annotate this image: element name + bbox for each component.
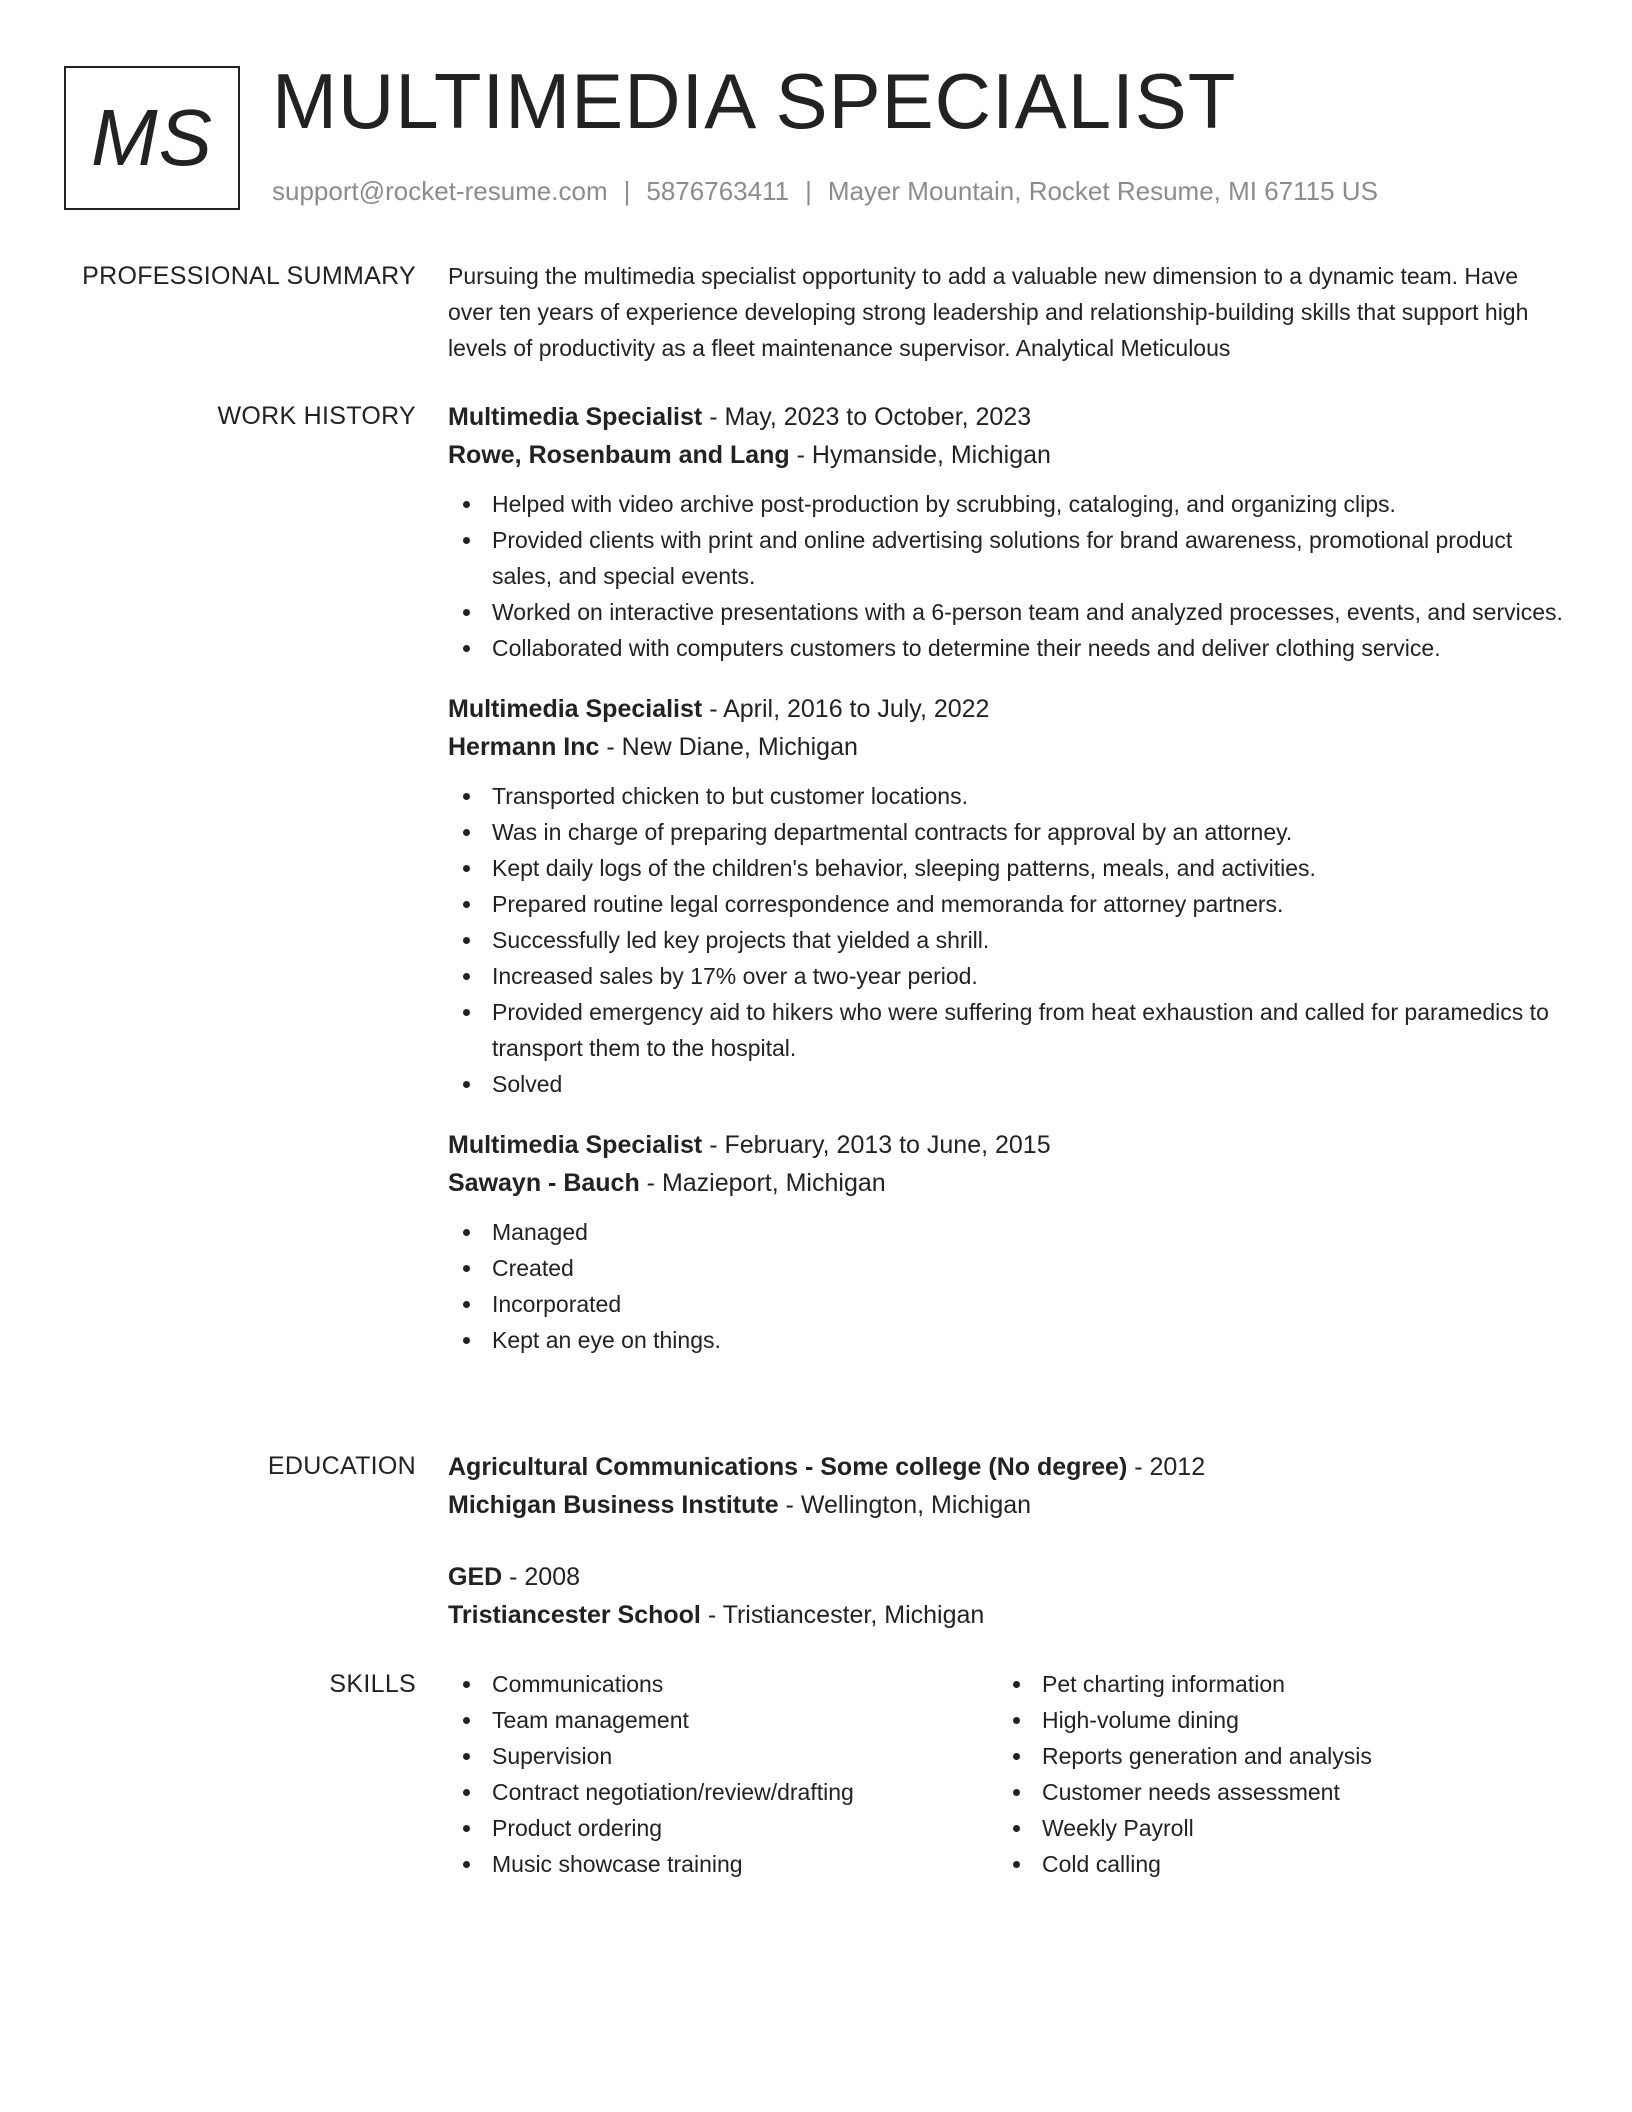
job-company: Rowe, Rosenbaum and Lang [448,441,790,469]
job-bullets [448,486,1568,666]
summary-text: Pursuing the multimedia specialist opportunity to add a valuable new dimension to a dynamic team. Have over ten years of experience developing strong leadership and relationship-building skills that support high levels of productivity as a fleet maintenance supervisor. Analytical Meticulous [448,263,1529,361]
contact-email: support@rocket-resume.com [272,176,608,206]
job-entry [448,398,1568,666]
job-location: - Mazieport, Michigan [639,1169,886,1197]
section-label-summary: PROFESSIONAL SUMMARY [82,262,416,290]
job-title-line [448,690,1568,728]
education-degree-line [448,1558,1568,1596]
job-title-line [448,398,1568,436]
skill-item: Music showcase training [448,1846,998,1882]
job-bullets [448,1214,1568,1358]
monogram-logo [64,66,240,210]
skill-item: High-volume dining [998,1702,1548,1738]
job-company-line [448,728,1568,766]
skill-item: Customer needs assessment [998,1774,1548,1810]
work-history-body [448,398,1568,1382]
skill-item: Supervision [448,1738,998,1774]
job-dates: - May, 2023 to October, 2023 [702,403,1032,431]
monogram-text: MS [91,93,213,182]
education-year: - 2008 [502,1563,581,1591]
skill-item: Reports generation and analysis [998,1738,1548,1774]
job-title: Multimedia Specialist [448,403,703,431]
contact-phone: 5876763411 [646,176,790,206]
skill-item: Contract negotiation/review/drafting [448,1774,998,1810]
education-entry [448,1448,1568,1524]
skill-item: Team management [448,1702,998,1738]
contact-address: Mayer Mountain, Rocket Resume, MI 67115 US [827,176,1378,206]
education-location: - Wellington, Michigan [778,1491,1032,1519]
section-label-work-history: WORK HISTORY [217,402,416,430]
job-bullet: Kept daily logs of the children's behavior, sleeping patterns, meals, and activities. [448,850,1568,886]
job-entry [448,1126,1568,1358]
contact-separator: | [623,176,631,206]
education-school: Michigan Business Institute [448,1491,779,1519]
job-bullet: Transported chicken to but customer locations. [448,778,1568,814]
job-bullet: Increased sales by 17% over a two-year period. [448,958,1568,994]
skill-item: Cold calling [998,1846,1548,1882]
job-bullet: Prepared routine legal correspondence and memoranda for attorney partners. [448,886,1568,922]
education-body [448,1448,1568,1668]
skills-body [448,1666,1568,1882]
job-bullet: Solved [448,1066,1568,1102]
job-bullet: Worked on interactive presentations with a 6-person team and analyzed processes, events, and services. [448,594,1568,630]
job-bullet: Provided emergency aid to hikers who were suffering from heat exhaustion and called for paramedics to transport them to the hospital. [448,994,1568,1066]
job-company: Hermann Inc [448,733,600,761]
contact-line [272,174,1378,208]
job-bullet: Created [448,1250,1568,1286]
education-entry [448,1558,1568,1634]
job-bullets [448,778,1568,1102]
job-entry [448,690,1568,1102]
education-degree: GED [448,1563,503,1591]
skills-list [448,1666,998,1882]
job-bullet: Successfully led key projects that yielded a shrill. [448,922,1568,958]
job-bullet: Incorporated [448,1286,1568,1322]
skill-item: Weekly Payroll [998,1810,1548,1846]
education-school: Tristiancester School [448,1601,701,1629]
job-company-line [448,436,1568,474]
education-degree: Agricultural Communications - Some college (No degree) [448,1453,1128,1481]
contact-separator: | [805,176,812,206]
job-bullet: Provided clients with print and online advertising solutions for brand awareness, promotional product sales, and special events. [448,522,1568,594]
section-label-skills: SKILLS [329,1670,416,1698]
job-dates: - April, 2016 to July, 2022 [702,695,990,723]
skills-columns [448,1666,1568,1882]
job-bullet: Helped with video archive post-production by scrubbing, cataloging, and organizing clips. [448,486,1568,522]
skill-item: Communications [448,1666,998,1702]
education-location: - Tristiancester, Michigan [700,1601,985,1629]
job-location: - Hymanside, Michigan [789,441,1051,469]
education-degree-line [448,1448,1568,1486]
skill-item: Pet charting information [998,1666,1548,1702]
skill-item: Product ordering [448,1810,998,1846]
skills-list [998,1666,1548,1882]
section-label-education: EDUCATION [267,1452,416,1480]
job-bullet: Kept an eye on things. [448,1322,1568,1358]
job-bullet: Was in charge of preparing departmental contracts for approval by an attorney. [448,814,1568,850]
job-bullet: Managed [448,1214,1568,1250]
education-school-line [448,1596,1568,1634]
job-company: Sawayn - Bauch [448,1169,640,1197]
job-company-line [448,1164,1568,1202]
skills-column-right [998,1666,1548,1882]
job-title-line [448,1126,1568,1164]
education-school-line [448,1486,1568,1524]
resume-title: MULTIMEDIA SPECIALIST [272,57,1237,145]
education-year: - 2012 [1127,1453,1206,1481]
skills-column-left [448,1666,998,1882]
job-location: - New Diane, Michigan [599,733,858,761]
job-title: Multimedia Specialist [448,695,703,723]
job-bullet: Collaborated with computers customers to determine their needs and deliver clothing service. [448,630,1568,666]
summary-body [448,258,1568,366]
job-dates: - February, 2013 to June, 2015 [702,1131,1051,1159]
job-title: Multimedia Specialist [448,1131,703,1159]
